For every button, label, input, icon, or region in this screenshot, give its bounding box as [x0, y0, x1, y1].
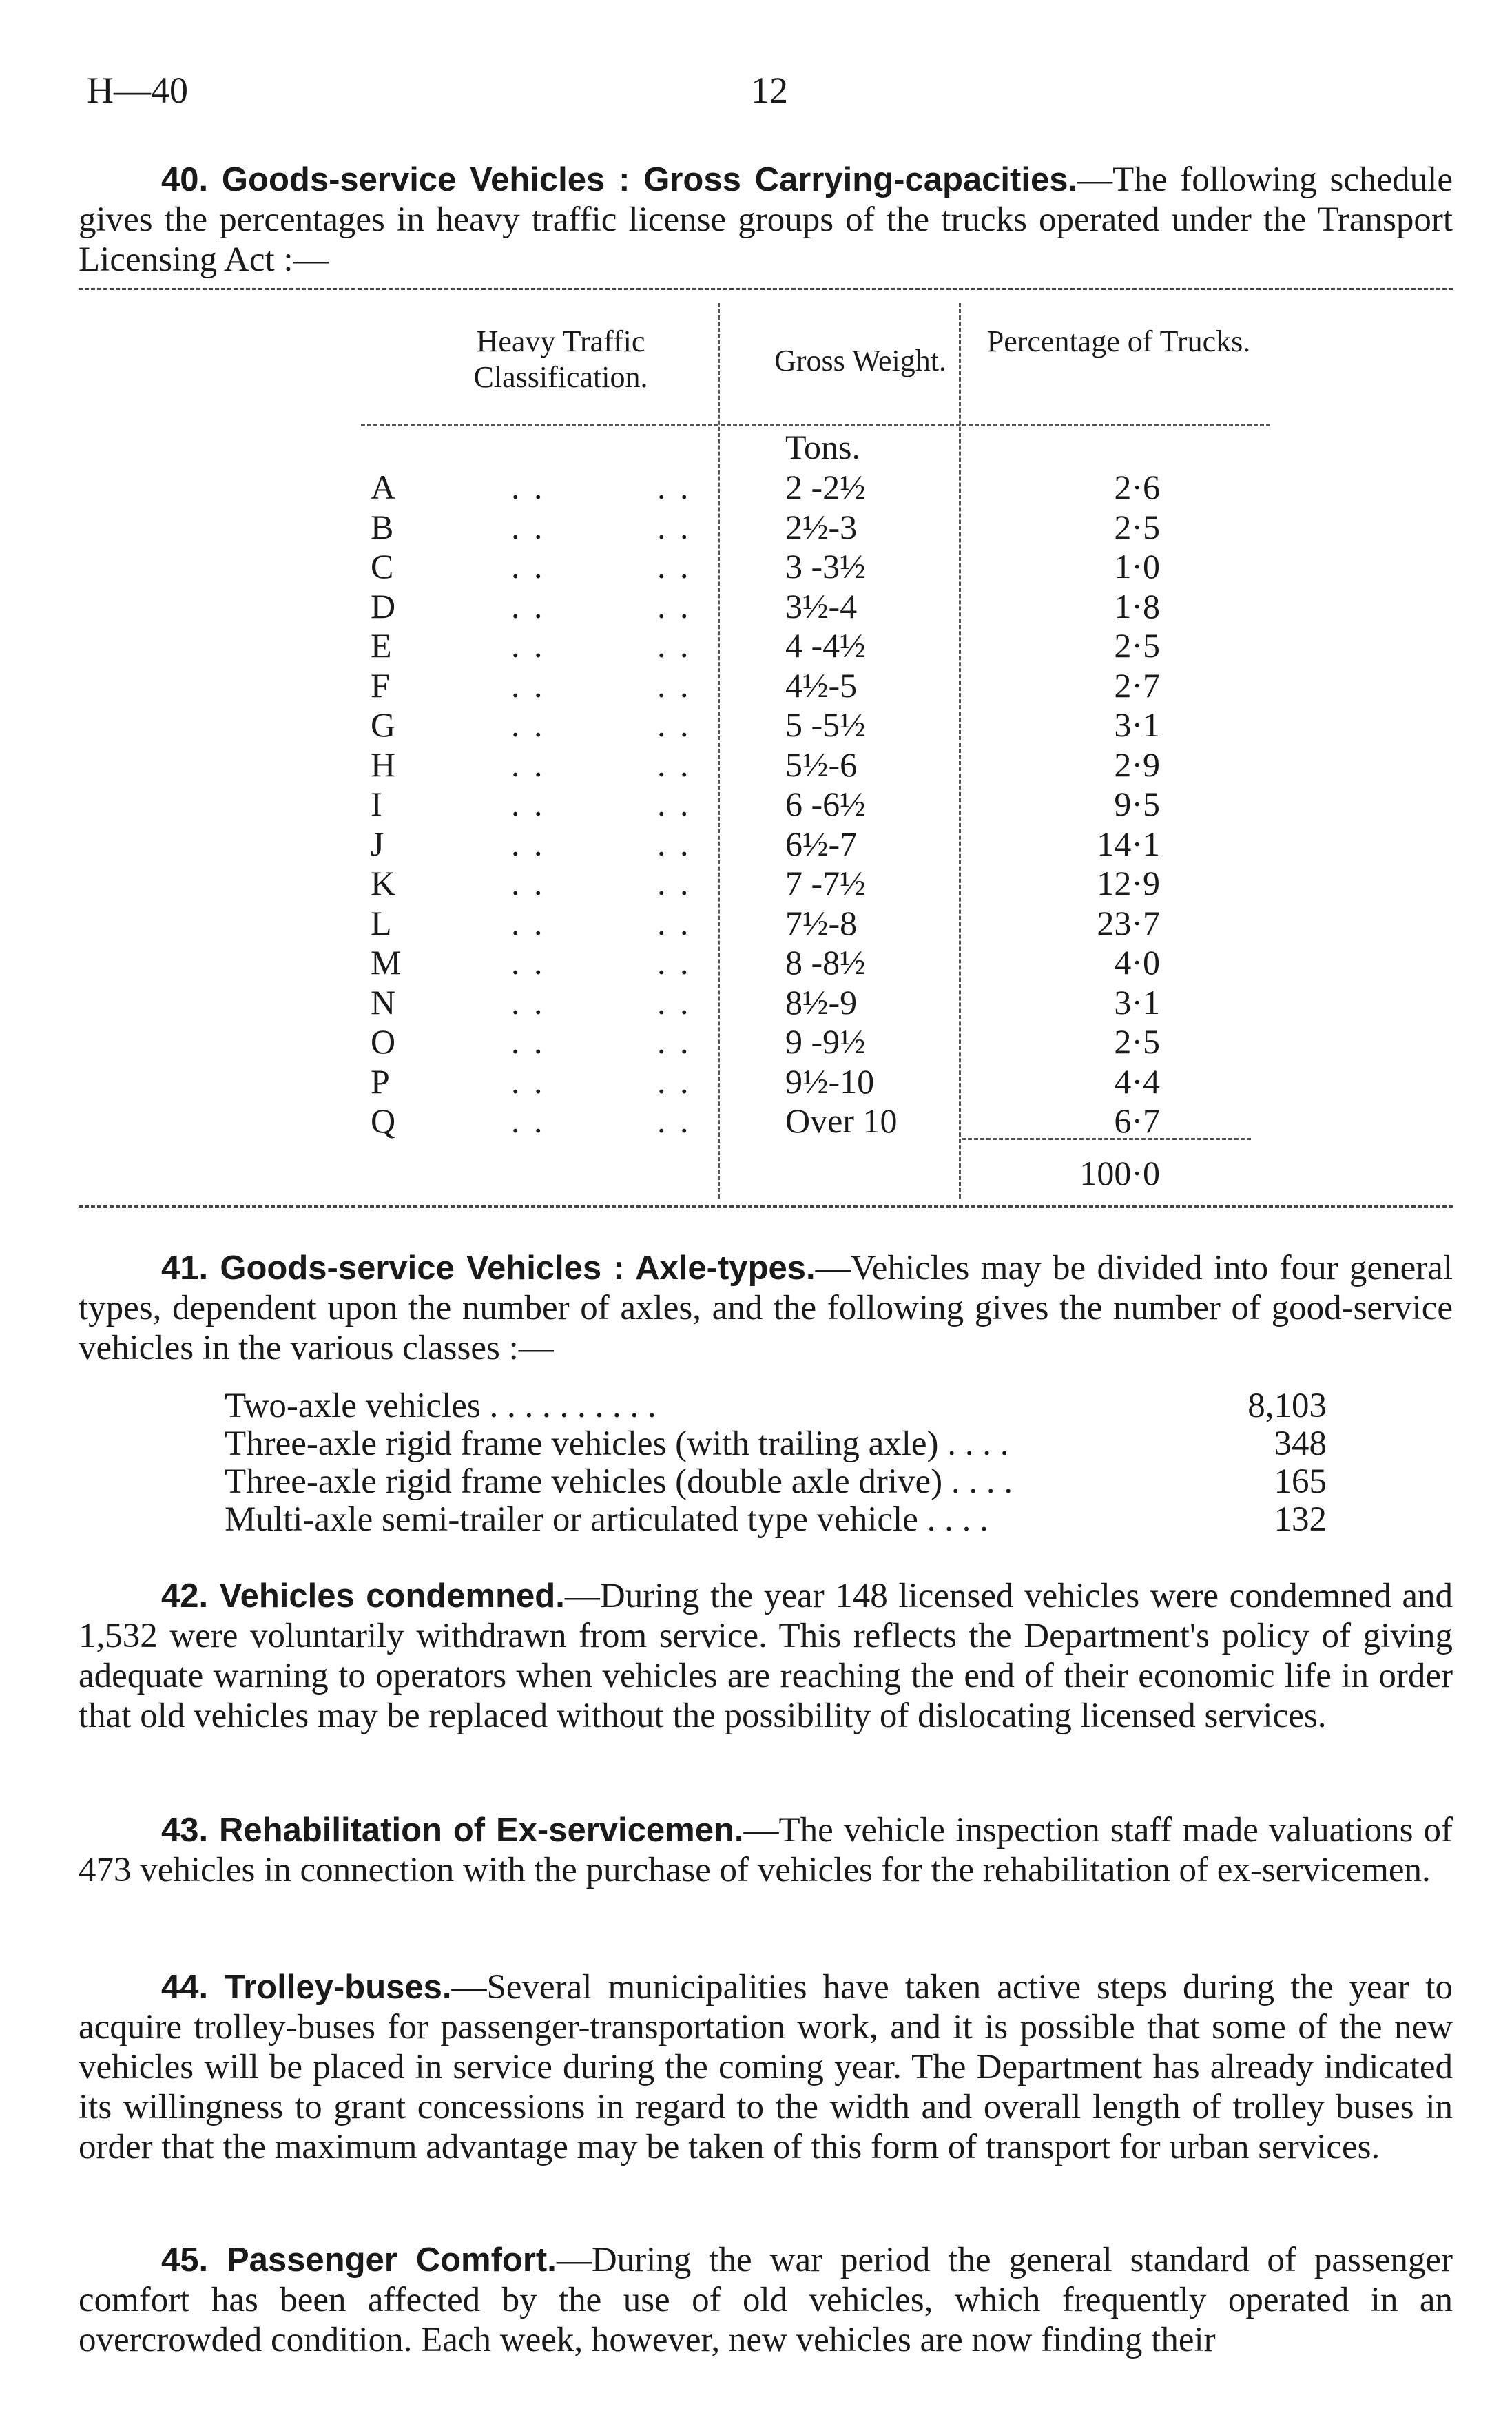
percentage-cell: 23·7: [1097, 903, 1160, 942]
weight-cell: 2½-3: [785, 507, 858, 546]
col-header-classification: Heavy Traffic Classification.: [473, 324, 648, 394]
percentage-cell: 2·6: [1114, 468, 1160, 506]
leader-dots: . .: [657, 824, 692, 863]
leader-dots: . .: [511, 1061, 546, 1101]
table-row: [79, 784, 1453, 822]
section-42-heading: 42. Vehicles condemned.: [161, 1577, 565, 1615]
classification-cell: C: [371, 547, 394, 586]
axle-type-label: Two-axle vehicles . . . . . . . . . .: [225, 1387, 656, 1425]
axle-type-count: 8,103: [1247, 1387, 1327, 1425]
table-row: [79, 1061, 1453, 1100]
section-44: [79, 1967, 1453, 2167]
page-reference: H—40: [87, 70, 188, 111]
table-row: [79, 903, 1453, 942]
section-41-text: —Vehicles may be divided into four general types, dependent upon the number of axles, and the following gives the number of good-service vehicles in the various classes :—: [79, 1249, 1453, 1367]
weight-cell: 5 -5½: [785, 705, 866, 744]
table-row: [79, 942, 1453, 981]
section-40-heading: 40. Goods-service Vehicles : Gross Carrying-capacities.: [161, 161, 1078, 198]
weight-cell: 8 -8½: [785, 943, 866, 982]
table-row: [79, 982, 1453, 1021]
section-42-text: —During the year 148 licensed vehicles were condemned and 1,532 were voluntarily withdrawn from service. This reflects the Department's policy of giving adequate warning to operators when vehicles are reaching the end of their economic life in order that old vehicles may be replaced without the possibility of dislocating licensed services.: [79, 1577, 1453, 1735]
axle-type-item: [225, 1500, 1327, 1540]
axle-type-item: [225, 1462, 1327, 1502]
leader-dots: . .: [657, 705, 692, 744]
table-row: [79, 665, 1453, 704]
leader-dots: . .: [511, 982, 546, 1022]
table-row: [79, 745, 1453, 783]
gross-weight-table: [79, 289, 1453, 1199]
classification-cell: P: [371, 1061, 390, 1101]
section-40-text: —The following schedule gives the percentages in heavy traffic license groups of the trucks operated under the Transport Licensing Act :—: [79, 160, 1453, 279]
total-rule: [962, 1138, 1251, 1140]
weight-cell: 3½-4: [785, 586, 858, 625]
axle-type-item: [225, 1424, 1327, 1464]
table-row: [79, 863, 1453, 902]
percentage-cell: 4·0: [1114, 943, 1160, 982]
leader-dots: . .: [657, 1022, 692, 1061]
percentage-cell: 6·7: [1114, 1101, 1160, 1140]
classification-cell: F: [371, 665, 390, 705]
leader-dots: . .: [511, 943, 546, 982]
weight-cell: 9 -9½: [785, 1022, 866, 1061]
percentage-cell: 1·0: [1114, 547, 1160, 586]
table-row: [79, 1101, 1453, 1139]
leader-dots: . .: [657, 665, 692, 705]
percentage-cell: 2·5: [1114, 507, 1160, 546]
axle-type-item: [225, 1386, 1327, 1426]
table-row: [79, 824, 1453, 862]
classification-cell: H: [371, 745, 396, 784]
table-row: [79, 546, 1453, 585]
axle-type-count: 132: [1274, 1500, 1327, 1539]
classification-cell: K: [371, 864, 396, 902]
header-rule: [361, 424, 1270, 426]
weight-cell: 2 -2½: [785, 468, 866, 506]
leader-dots: . .: [511, 1101, 546, 1140]
classification-cell: G: [371, 705, 396, 744]
total-value: 100·0: [1079, 1154, 1160, 1192]
classification-cell: Q: [371, 1101, 396, 1140]
table-bottom-rule: [79, 1205, 1453, 1208]
leader-dots: . .: [511, 824, 546, 863]
axle-type-label: Multi-axle semi-trailer or articulated type vehicle . . . .: [225, 1500, 988, 1539]
classification-cell: N: [371, 982, 396, 1022]
percentage-cell: 14·1: [1097, 824, 1160, 863]
percentage-cell: 9·5: [1114, 785, 1160, 823]
leader-dots: . .: [657, 507, 692, 546]
page-number: 12: [751, 70, 788, 111]
classification-cell: I: [371, 785, 382, 823]
weight-unit: Tons.: [785, 428, 861, 466]
leader-dots: . .: [511, 785, 546, 823]
leader-dots: . .: [511, 626, 546, 665]
section-40: [79, 160, 1453, 280]
classification-cell: M: [371, 943, 402, 982]
section-43-text: —The vehicle inspection staff made valuations of 473 vehicles in connection with the purchase of vehicles for the rehabilitation of ex-servicemen.: [79, 1811, 1453, 1889]
leader-dots: . .: [511, 468, 546, 506]
percentage-cell: 2·9: [1114, 745, 1160, 784]
leader-dots: . .: [511, 705, 546, 744]
leader-dots: . .: [657, 982, 692, 1022]
axle-type-label: Three-axle rigid frame vehicles (with trailing axle) . . . .: [225, 1424, 1009, 1463]
leader-dots: . .: [511, 547, 546, 586]
axle-type-count: 348: [1274, 1424, 1327, 1463]
leader-dots: . .: [511, 586, 546, 625]
axle-type-label: Three-axle rigid frame vehicles (double axle drive) . . . .: [225, 1462, 1013, 1501]
leader-dots: . .: [657, 864, 692, 902]
leader-dots: . .: [511, 745, 546, 784]
leader-dots: . .: [657, 547, 692, 586]
leader-dots: . .: [657, 785, 692, 823]
classification-cell: L: [371, 903, 392, 942]
leader-dots: . .: [657, 903, 692, 942]
percentage-cell: 2·7: [1114, 665, 1160, 705]
percentage-cell: 2·5: [1114, 626, 1160, 665]
classification-cell: J: [371, 824, 384, 863]
section-45: [79, 2240, 1453, 2360]
table-row: [79, 507, 1453, 546]
weight-cell: Over 10: [785, 1101, 898, 1140]
leader-dots: . .: [511, 903, 546, 942]
weight-cell: 5½-6: [785, 745, 858, 784]
leader-dots: . .: [657, 1101, 692, 1140]
percentage-cell: 3·1: [1114, 982, 1160, 1022]
classification-cell: A: [371, 468, 396, 506]
leader-dots: . .: [511, 864, 546, 902]
weight-cell: 7½-8: [785, 903, 858, 942]
leader-dots: . .: [511, 507, 546, 546]
weight-cell: 4½-5: [785, 665, 858, 705]
leader-dots: . .: [511, 1022, 546, 1061]
percentage-cell: 2·5: [1114, 1022, 1160, 1061]
leader-dots: . .: [511, 665, 546, 705]
weight-cell: 6 -6½: [785, 785, 866, 823]
weight-cell: 3 -3½: [785, 547, 866, 586]
classification-cell: E: [371, 626, 392, 665]
leader-dots: . .: [657, 943, 692, 982]
section-45-heading: 45. Passenger Comfort.: [161, 2241, 557, 2279]
unit-row: [79, 427, 1453, 466]
col-header-weight: Gross Weight.: [774, 344, 946, 377]
percentage-cell: 3·1: [1114, 705, 1160, 744]
weight-cell: 4 -4½: [785, 626, 866, 665]
table-row: [79, 1022, 1453, 1060]
classification-cell: D: [371, 586, 396, 625]
table-row: [79, 586, 1453, 625]
section-41-heading: 41. Goods-service Vehicles : Axle-types.: [161, 1250, 816, 1287]
percentage-cell: 1·8: [1114, 586, 1160, 625]
leader-dots: . .: [657, 586, 692, 625]
classification-cell: B: [371, 507, 394, 546]
table-row: [79, 625, 1453, 664]
section-42: [79, 1576, 1453, 1736]
table-row: [79, 467, 1453, 506]
percentage-cell: 4·4: [1114, 1061, 1160, 1101]
weight-cell: 6½-7: [785, 824, 858, 863]
table-row: [79, 705, 1453, 743]
section-44-heading: 44. Trolley-buses.: [161, 1969, 452, 2006]
leader-dots: . .: [657, 745, 692, 784]
weight-cell: 7 -7½: [785, 864, 866, 902]
leader-dots: . .: [657, 626, 692, 665]
section-43-heading: 43. Rehabilitation of Ex-servicemen.: [161, 1812, 744, 1849]
weight-cell: 8½-9: [785, 982, 858, 1022]
section-41: [79, 1248, 1453, 1368]
leader-dots: . .: [657, 468, 692, 506]
section-43: [79, 1810, 1453, 1890]
axle-type-count: 165: [1274, 1462, 1327, 1501]
classification-cell: O: [371, 1022, 396, 1061]
total-row: [79, 1153, 1453, 1192]
percentage-cell: 12·9: [1097, 864, 1160, 902]
section-45-text: —During the war period the general standard of passenger comfort has been affected by the use of old vehicles, which frequently operated in an overcrowded condition. Each week, however, new vehicles are now finding their: [79, 2241, 1453, 2359]
leader-dots: . .: [657, 1061, 692, 1101]
weight-cell: 9½-10: [785, 1061, 875, 1101]
section-44-text: —Several municipalities have taken active steps during the year to acquire trolley-buses for passenger-transportation work, and it is possible that some of the new vehicles will be placed in service during the coming year. The Department has already indicated its willingness to grant concessions in regard to the width and overall length of trolley buses in order that the maximum advantage may be taken of this form of transport for urban services.: [79, 1968, 1453, 2166]
col-header-percentage: Percentage of Trucks.: [986, 324, 1251, 358]
